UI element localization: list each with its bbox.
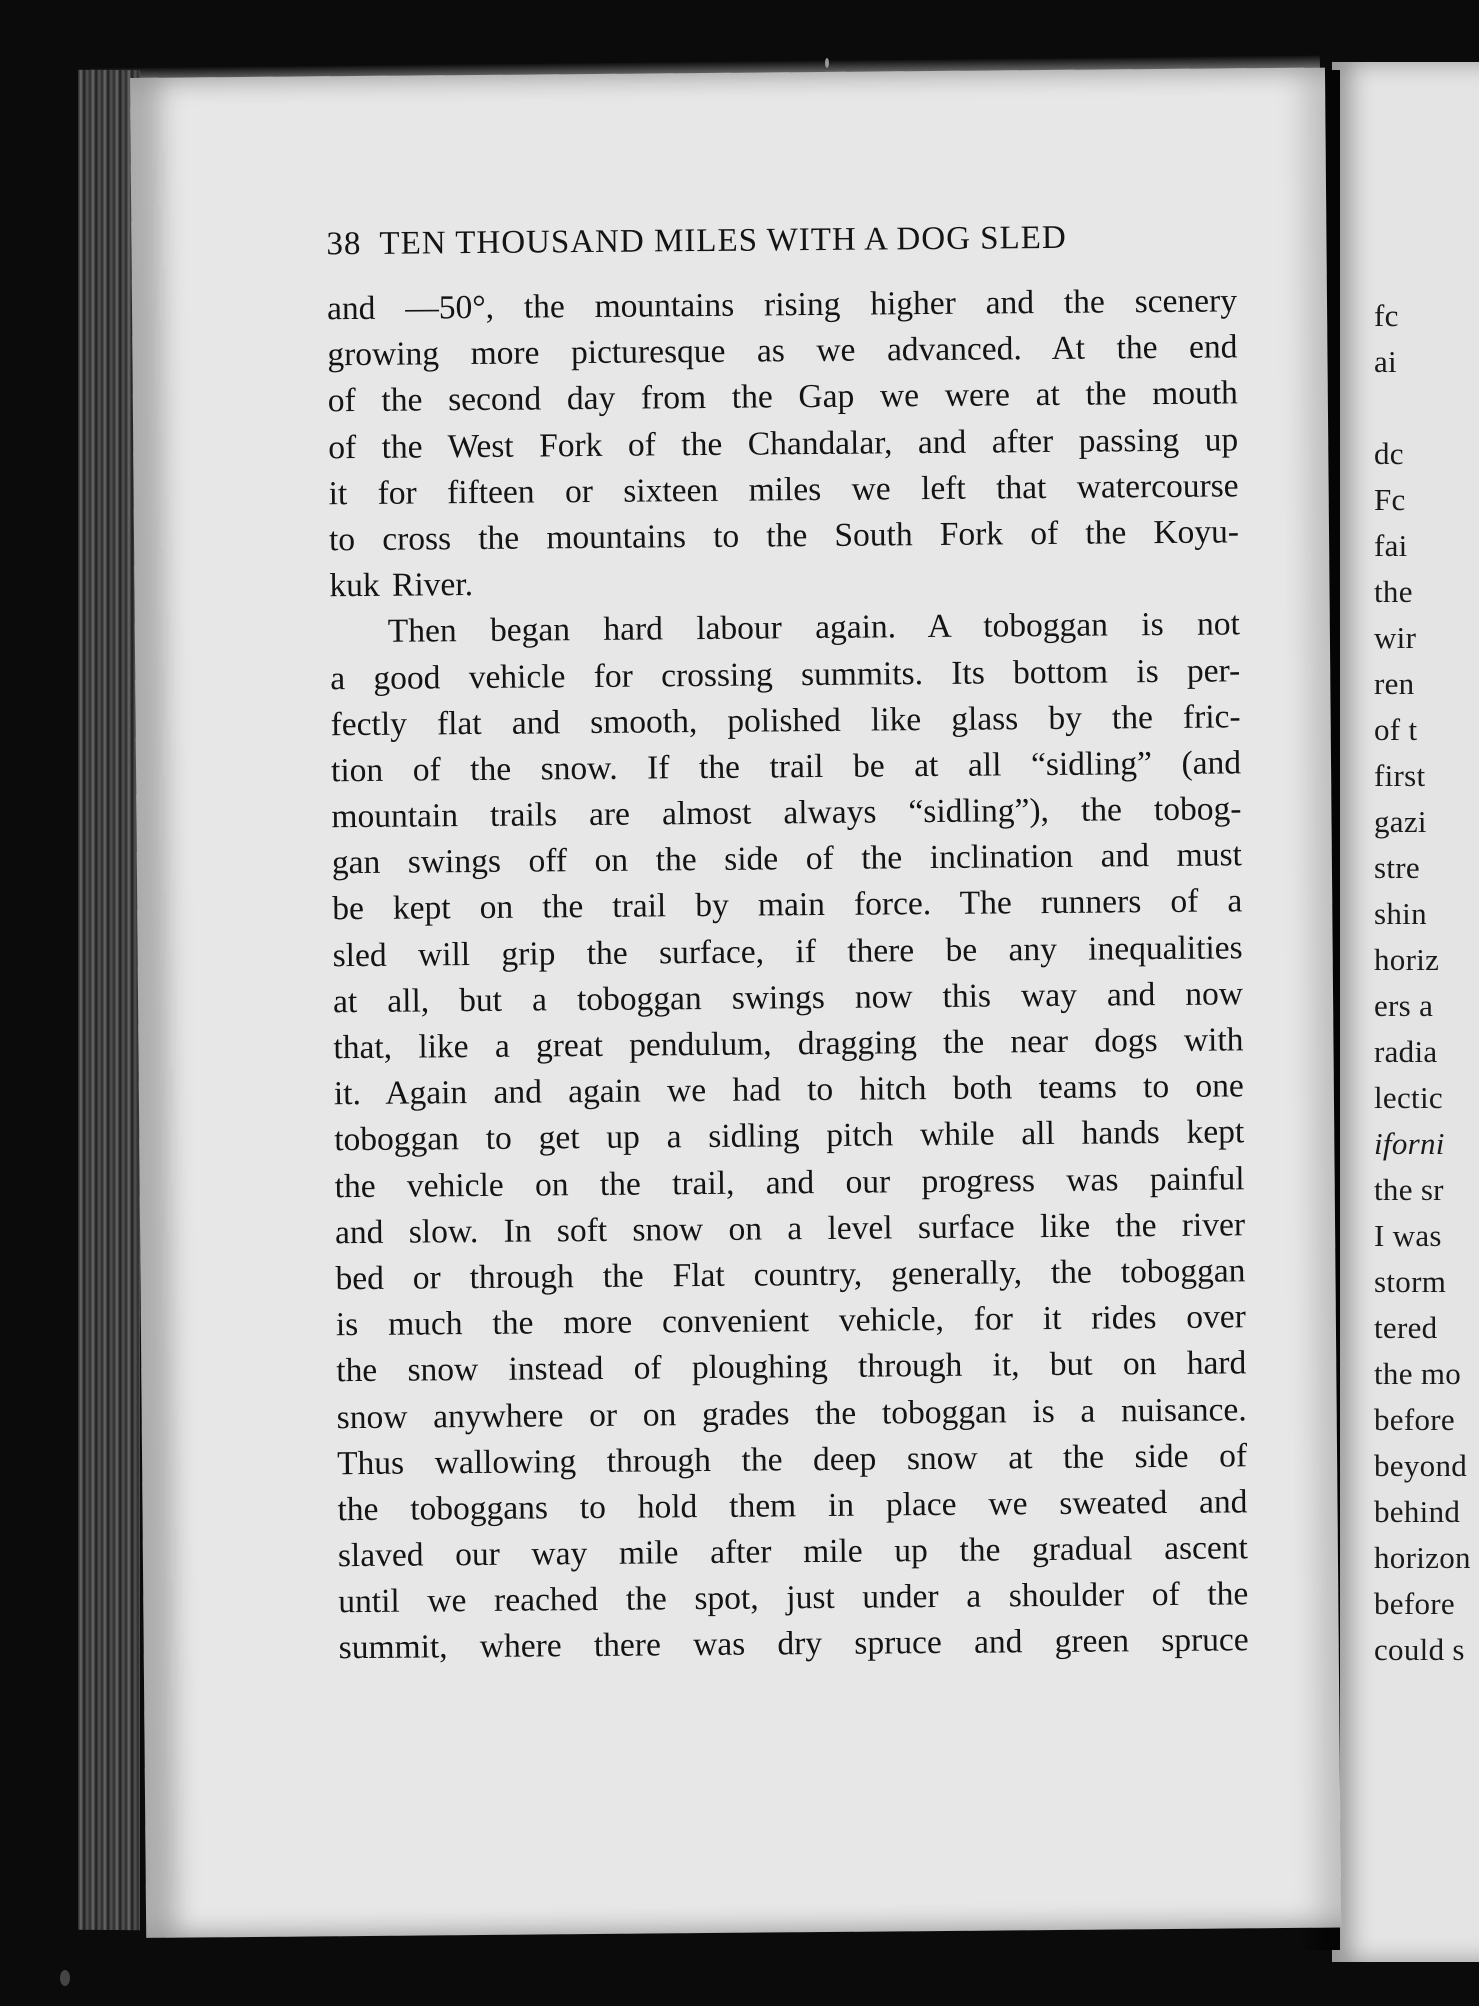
text-line: sled will grip the surface, if there be any inequalities: [332, 928, 1243, 974]
book-page-edges: [78, 70, 140, 1931]
facing-line: dc: [1374, 436, 1404, 471]
page-number: 38: [326, 225, 362, 263]
text-line: a good vehicle for crossing summits. Its bottom is per-: [330, 651, 1241, 697]
text-line: fectly flat and smooth, polished like glass by the fric-: [330, 698, 1241, 743]
text-line: is much the more convenient vehicle, for it rides over: [335, 1298, 1247, 1344]
facing-line: shin: [1374, 896, 1427, 931]
facing-line: ers a: [1374, 988, 1434, 1023]
text-line: slaved our way mile after mile up the gradual ascent: [337, 1529, 1249, 1575]
facing-line: ai: [1374, 344, 1397, 379]
text-line: growing more picturesque as we advanced. At the end: [327, 328, 1238, 374]
running-head: [326, 218, 1236, 286]
text-line: bed or through the Flat country, generally, the toboggan: [335, 1252, 1246, 1298]
scan-speck: [60, 1970, 70, 1986]
facing-line: behind: [1374, 1494, 1461, 1529]
facing-line: before: [1374, 1586, 1455, 1621]
text-line: to cross the mountains to the South Fork of the Koyu-: [328, 513, 1240, 559]
text-line: be kept on the trail by main force. The runners of a: [332, 882, 1243, 928]
text-line: at all, but a toboggan swings now this way and now: [332, 975, 1244, 1021]
facing-line: fc: [1374, 298, 1399, 333]
facing-line: ren: [1374, 666, 1415, 701]
facing-line: wir: [1374, 620, 1417, 655]
text-line: Then began hard labour again. A toboggan is not: [387, 605, 1240, 651]
facing-line: Fc: [1374, 482, 1406, 517]
text-line: that, like a great pendulum, dragging the near dogs with: [333, 1021, 1244, 1067]
text-line: of the second day from the Gap we were at the mouth: [327, 374, 1238, 420]
facing-line: [1374, 385, 1479, 431]
facing-line: horizon: [1374, 1540, 1471, 1575]
page-content: [326, 218, 1249, 1672]
text-line: the toboggans to hold them in place we sweated and: [337, 1483, 1248, 1529]
facing-line: tered: [1374, 1310, 1438, 1345]
facing-line: gazi: [1374, 804, 1427, 839]
facing-line: first: [1374, 758, 1426, 793]
text-line: the snow instead of ploughing through it, but on hard: [336, 1344, 1247, 1390]
text-line: toboggan to get up a sidling pitch while all hands kept: [334, 1113, 1245, 1159]
facing-line: fai: [1374, 528, 1408, 563]
facing-line: the mo: [1374, 1356, 1462, 1391]
text-line: until we reached the spot, just under a shoulder of the: [338, 1575, 1249, 1621]
text-line: snow anywhere or on grades the toboggan is a nuisance.: [336, 1390, 1247, 1436]
facing-line: the: [1374, 574, 1413, 609]
text-line: gan swings off on the side of the inclination and must: [331, 836, 1242, 882]
text-line: tion of the snow. If the trail be at all “sidling” (and: [330, 744, 1242, 790]
text-line: mountain trails are almost always “sidling”), the tobog-: [331, 790, 1242, 836]
body-text: [327, 278, 1249, 1672]
text-line: it for fifteen or sixteen miles we left that watercourse: [328, 467, 1239, 513]
text-line: the vehicle on the trail, and our progress was painful: [334, 1159, 1245, 1205]
text-line: and —50°, the mountains rising higher and the scenery: [326, 282, 1238, 328]
facing-line: of t: [1374, 712, 1418, 747]
text-line: and slow. In soft snow on a level surface like the river: [334, 1206, 1246, 1252]
facing-line: the sr: [1374, 1172, 1444, 1207]
facing-line: could s: [1374, 1632, 1465, 1667]
facing-line: iforni: [1374, 1126, 1445, 1161]
facing-line: beyond: [1374, 1448, 1468, 1483]
running-head-title: TEN THOUSAND MILES WITH A DOG SLED: [379, 219, 1067, 262]
facing-line: radia: [1374, 1034, 1438, 1069]
text-line: Thus wallowing through the deep snow at the side of: [336, 1436, 1248, 1482]
text-line: of the West Fork of the Chandalar, and after passing up: [328, 420, 1239, 466]
scan-speck: [825, 58, 829, 68]
facing-line: horiz: [1374, 942, 1440, 977]
facing-line: storm: [1374, 1264, 1447, 1299]
facing-line: before: [1374, 1402, 1455, 1437]
text-line: summit, where there was dry spruce and green spruce: [338, 1621, 1249, 1667]
facing-page: [1332, 62, 1479, 1962]
facing-line: I was: [1374, 1218, 1442, 1253]
text-line: it. Again and again we had to hitch both teams to one: [333, 1067, 1245, 1113]
facing-page-text: [1374, 293, 1479, 1673]
text-line: kuk River.: [329, 566, 474, 605]
facing-line: stre: [1374, 850, 1420, 885]
facing-line: lectic: [1374, 1080, 1443, 1115]
book-page: [130, 68, 1341, 1938]
